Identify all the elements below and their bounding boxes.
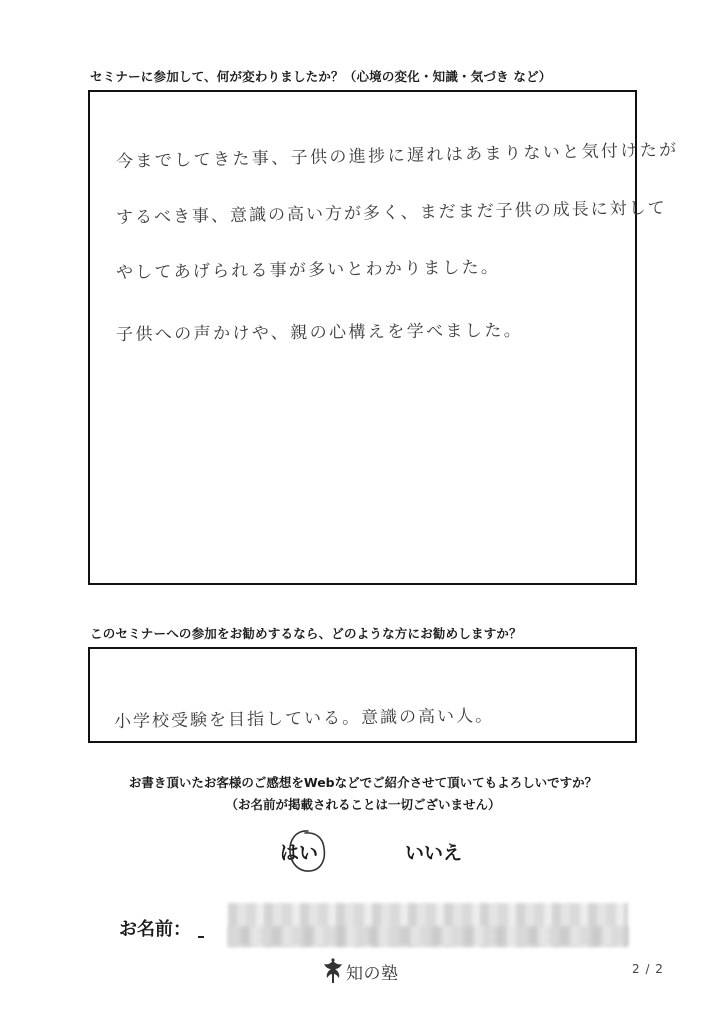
consent-no-option[interactable]: いいえ [405, 842, 463, 864]
handwritten-line: するべき事、意識の高い方が多く、まだまだ子供の成長に対して [115, 198, 667, 228]
question1-answer-box [88, 90, 679, 585]
consent-note: （お名前が掲載されることは一切ございません） [225, 797, 501, 812]
footer-logo [322, 955, 399, 987]
question1-label: セミナーに参加して、何が変わりましたか？（心境の変化・知識・気づき など） [90, 69, 552, 84]
handwritten-line: 今までしてきた事、子供の進捗に遅れはあまりないと気付けたが [115, 140, 679, 172]
selection-circle-icon [286, 828, 328, 874]
name-underscore [198, 936, 204, 938]
page-number: 2 / 2 [632, 962, 664, 976]
logo-text: 知の塾 [346, 963, 399, 984]
name-label: お名前： [119, 919, 191, 940]
handwritten-answer: 小学校受験を目指している。意識の高い人。 [113, 706, 495, 732]
question2-label: このセミナーへの参加をお勧めするなら、どのような方にお勧めしますか？ [90, 626, 522, 641]
name-redacted-field-lower [228, 926, 628, 946]
consent-yes-option[interactable]: はい [280, 842, 319, 864]
consent-question: お書き頂いたお客様のご感想をWebなどでご紹介させて頂いてもよろしいですか？ [128, 775, 598, 790]
handwritten-line: 子供への声かけや、親の心構えを学べました。 [115, 320, 524, 345]
phoenix-icon [322, 956, 344, 986]
question2-answer-box [88, 647, 637, 743]
handwritten-line: やしてあげられる事が多いとわかりました。 [115, 257, 501, 283]
